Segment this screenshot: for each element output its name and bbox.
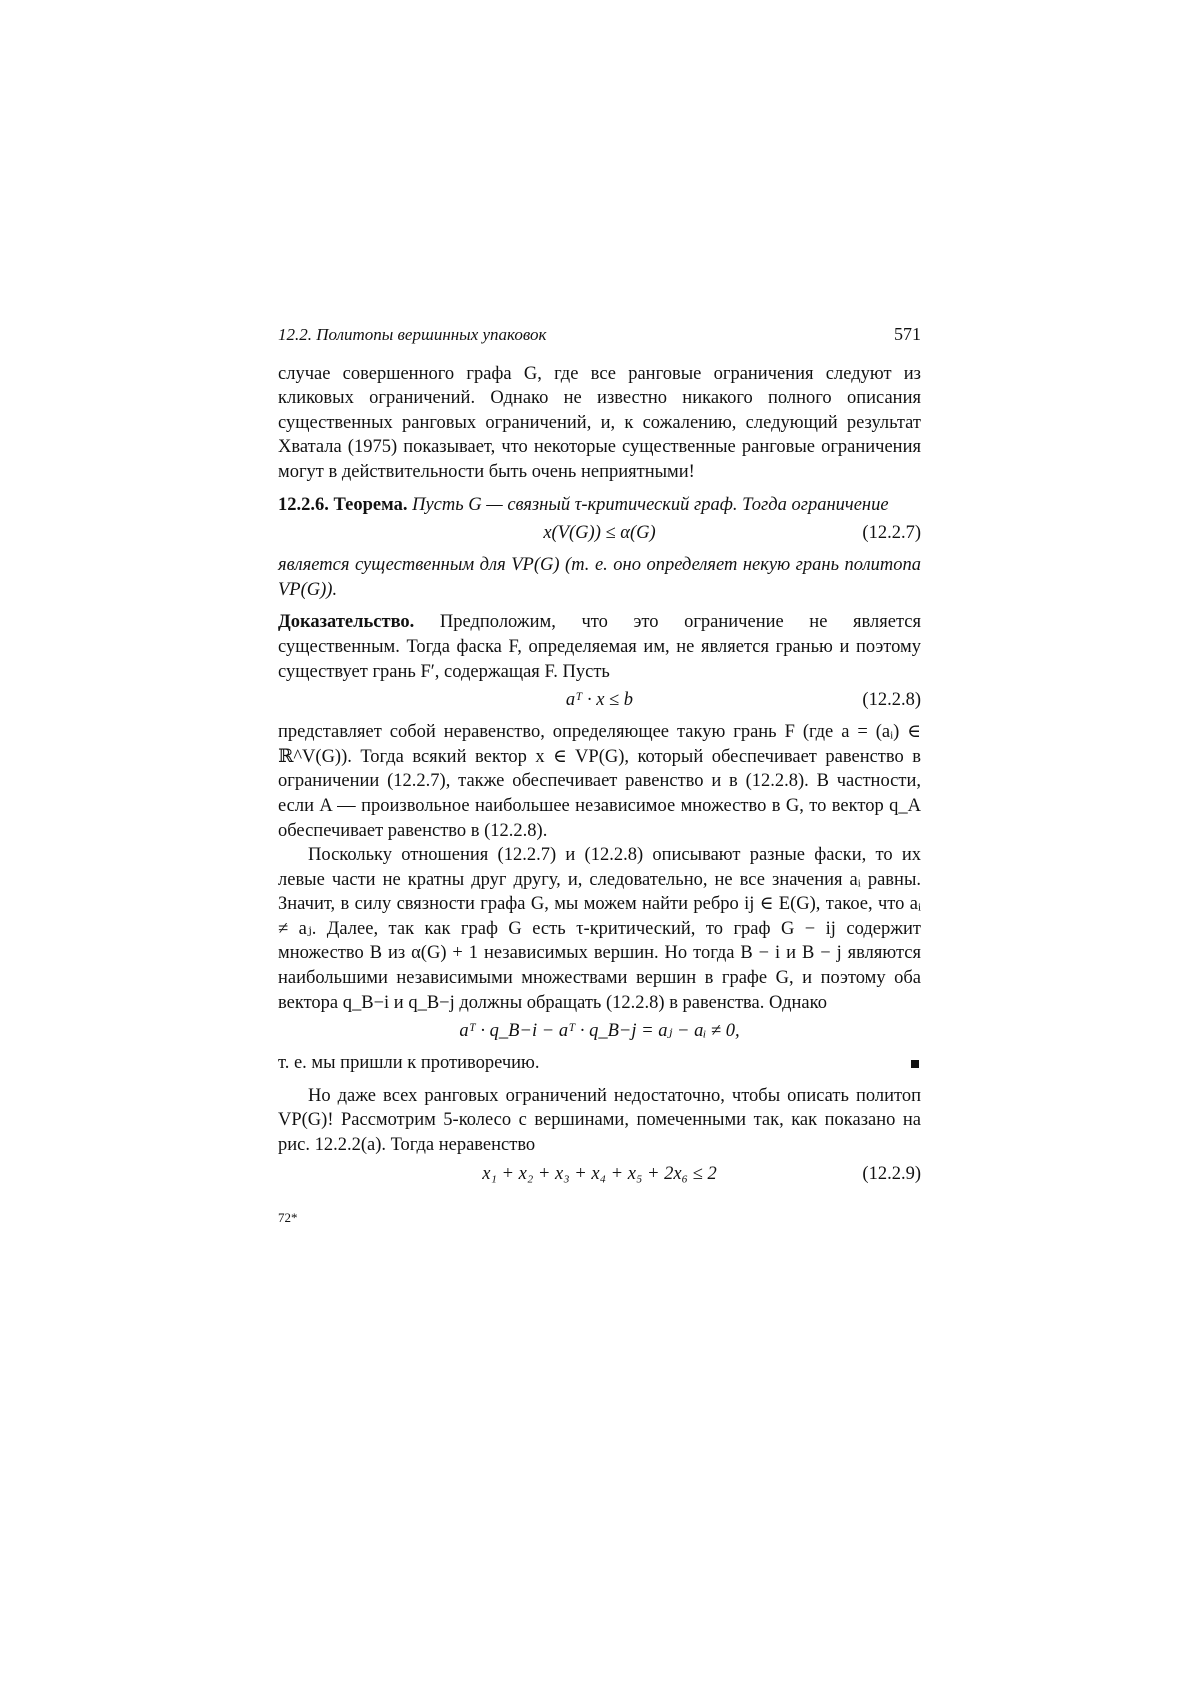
- theorem-statement: [278, 493, 921, 518]
- equation-expression: x(V(G)) ≤ α(G): [543, 523, 656, 544]
- qed-square-icon: [911, 1060, 919, 1068]
- proof-text-d: т. е. мы пришли к противоречию.: [278, 1053, 540, 1074]
- theorem-text-a: Пусть G — связный τ-критический граф. Тогда ограничение: [412, 494, 889, 515]
- proof-label: Доказательство.: [278, 612, 415, 633]
- equation-expression: aᵀ · x ≤ b: [565, 690, 634, 711]
- book-page: [278, 322, 921, 1230]
- equation-contradiction: [278, 1019, 921, 1047]
- proof-text-b: представляет собой неравенство, определяющее такую грань F (где a = (aᵢ) ∈ ℝ^V(G)). Тогда всякий вектор x ∈ VP(G), который обеспечивает равенство в ограничении (12.2.7), также обеспечивает равенство и в (12.2.8). В частности, если A — произвольное наибольшее независимое множество в G, то вектор q_A обеспечивает равенство в (12.2.8).: [278, 722, 921, 841]
- paragraph-last: Но даже всех ранговых ограничений недостаточно, чтобы описать политоп VP(G)! Рассмотрим 5-колесо с вершинами, помеченными так, как показано на рис. 12.2.2(a). Тогда неравенство: [278, 1085, 921, 1156]
- equation-12-2-7: [278, 521, 921, 549]
- equation-12-2-9: [278, 1162, 921, 1190]
- equation-12-2-8: [278, 688, 921, 716]
- equation-number: (12.2.9): [862, 1163, 921, 1184]
- proof-end: [278, 1051, 921, 1076]
- equation-number: (12.2.7): [862, 523, 921, 544]
- proof-text-c: Поскольку отношения (12.2.7) и (12.2.8) описывают разные фаски, то их левые части не кратны друг другу, и, следовательно, не все значения aᵢ равны. Значит, в силу связности графа G, мы можем найти ребро ij ∈ E(G), такое, что aᵢ ≠ aⱼ. Далее, так как граф G есть τ-критический, то граф G − ij содержит множество B из α(G) + 1 независимых вершин. Но тогда B − i и B − j являются наибольшими независимыми множествами вершин в графе G, и поэтому оба вектора q_B−i и q_B−j должны обращать (12.2.8) в равенства. Однако: [278, 845, 921, 1013]
- page-number: 571: [894, 324, 921, 344]
- proof-text-a: Предположим, что это ограничение не является существенным. Тогда фаска F, определяемая им, не является гранью и поэтому существует грань F′, содержащая F. Пусть: [278, 612, 921, 682]
- equation-expression: x₁ + x₂ + x₃ + x₄ + x₅ + 2x₆ ≤ 2: [482, 1163, 717, 1184]
- signature-mark: 72*: [278, 1209, 298, 1225]
- running-title: 12.2. Политопы вершинных упаковок: [278, 325, 547, 344]
- equation-number: (12.2.8): [862, 690, 921, 711]
- page-header: [278, 322, 921, 348]
- paragraph-intro: случае совершенного графа G, где все ранговые ограничения следуют из кликовых ограничений. Однако не известно никакого полного описания существенных ранговых ограничений, и, к сожалению, следующий результат Хватала (1975) показывает, что некоторые существенные ранговые ограничения могут в действительности быть очень неприятными!: [278, 363, 921, 482]
- theorem-label: 12.2.6. Теорема.: [278, 494, 408, 515]
- proof-start: [278, 610, 921, 684]
- theorem-text-b: является существенным для VP(G) (т. е. оно определяет некую грань политопа VP(G)).: [278, 555, 921, 600]
- equation-expression: aᵀ · q_B−i − aᵀ · q_B−j = aⱼ − aᵢ ≠ 0,: [459, 1021, 740, 1042]
